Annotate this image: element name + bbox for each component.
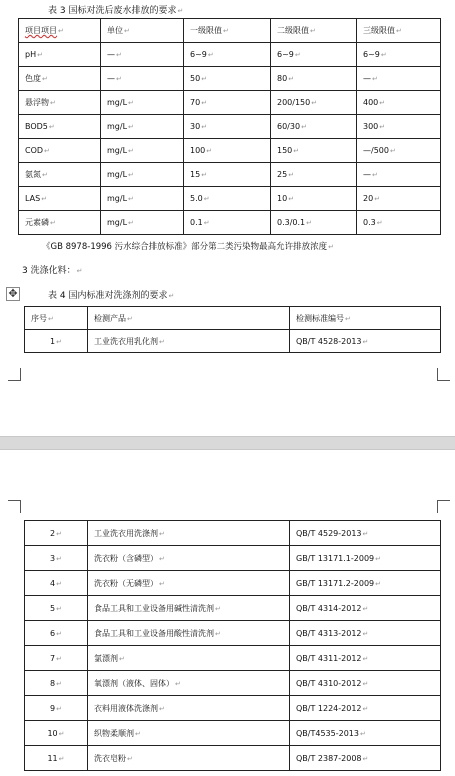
t3-cell: mg/L↵ (101, 163, 184, 187)
t4c-cell: 工业洗衣用洗涤剂↵ (88, 521, 290, 546)
t4c-cell: 8↵ (25, 671, 88, 696)
t4c-cell: 衣料用液体洗涤剂↵ (88, 696, 290, 721)
t3-cell: LAS↵ (19, 187, 101, 211)
t3-cell: 50↵ (184, 67, 271, 91)
page-separator (0, 436, 455, 450)
t3-row (19, 43, 441, 67)
section-heading: 3 洗涤化料：↵ (22, 266, 83, 276)
t4c-cell: 食品工具和工业设备用酸性清洗剂↵ (88, 621, 290, 646)
t4c-cell: 洗衣粉（无磷型）↵ (88, 571, 290, 596)
t3-cell: 0.3↵ (357, 211, 441, 235)
table3-caption: 表 3 国标对洗后废水排放的要求↵ (48, 6, 184, 16)
t3-row (19, 211, 441, 235)
t3-cell: 0.3/0.1↵ (271, 211, 357, 235)
t3-cell: BOD5↵ (19, 115, 101, 139)
t3-cell: 20↵ (357, 187, 441, 211)
t4c-cell: 7↵ (25, 646, 88, 671)
table4-continued (24, 520, 441, 771)
t3-cell: 5.0↵ (184, 187, 271, 211)
t3-cell: 6~9↵ (271, 43, 357, 67)
t4c-row (25, 621, 441, 646)
t4c-row (25, 546, 441, 571)
t4c-row (25, 596, 441, 621)
t4-header-cell: 检测标准编号↵ (290, 307, 441, 330)
table-move-handle-icon[interactable]: ✥ (6, 287, 20, 301)
table3-wastewater-limits (18, 18, 441, 235)
t4c-cell: QB/T 4311-2012↵ (290, 646, 441, 671)
t3-cell: mg/L↵ (101, 91, 184, 115)
t4c-cell: 氯漂剂↵ (88, 646, 290, 671)
t3-cell: —↵ (357, 67, 441, 91)
t3-cell: 70↵ (184, 91, 271, 115)
t3-cell: mg/L↵ (101, 187, 184, 211)
t3-cell: 100↵ (184, 139, 271, 163)
t4-header-cell: 检测产品↵ (88, 307, 290, 330)
t4c-row (25, 521, 441, 546)
t3-row (19, 139, 441, 163)
t3-cell: mg/L↵ (101, 211, 184, 235)
t4c-cell: GB/T 13171.2-2009↵ (290, 571, 441, 596)
t3-cell: 300↵ (357, 115, 441, 139)
table4-caption: 表 4 国内标准对洗涤剂的要求↵ (48, 291, 175, 301)
t3-cell: 10↵ (271, 187, 357, 211)
t3-cell: 氨氮↵ (19, 163, 101, 187)
t3-header-cell: 三级限值↵ (357, 19, 441, 43)
t3-cell: mg/L↵ (101, 139, 184, 163)
t4c-cell: 2↵ (25, 521, 88, 546)
t4-cell: QB/T 4528-2013↵ (290, 330, 441, 353)
document-page-2 (0, 450, 455, 776)
t4c-cell: QB/T 4313-2012↵ (290, 621, 441, 646)
t3-cell: —/500↵ (357, 139, 441, 163)
t3-row (19, 163, 441, 187)
t3-header-cell: 二级限值↵ (271, 19, 357, 43)
t3-header-cell: 项目项目↵ (19, 19, 101, 43)
t3-row (19, 91, 441, 115)
standard-note: 《GB 8978-1996 污水综合排放标准》部分第二类污染物最高允许排放浓度↵ (42, 242, 335, 252)
t3-header-row (19, 19, 441, 43)
t4c-cell: 9↵ (25, 696, 88, 721)
t3-cell: 6~9↵ (184, 43, 271, 67)
t3-cell: 0.1↵ (184, 211, 271, 235)
t3-cell: 元素磷↵ (19, 211, 101, 235)
t4c-cell: GB/T 13171.1-2009↵ (290, 546, 441, 571)
t4c-cell: QB/T4535-2013↵ (290, 721, 441, 746)
t3-cell: 400↵ (357, 91, 441, 115)
t3-cell: 6~9↵ (357, 43, 441, 67)
t3-header-cell: 单位↵ (101, 19, 184, 43)
t3-cell: 15↵ (184, 163, 271, 187)
table4-detergent-standards (24, 306, 441, 353)
t4c-cell: 4↵ (25, 571, 88, 596)
t4c-row (25, 671, 441, 696)
t4c-row (25, 646, 441, 671)
t3-row (19, 187, 441, 211)
t4c-cell: QB/T 2387-2008↵ (290, 746, 441, 771)
t3-row (19, 67, 441, 91)
t4c-row (25, 721, 441, 746)
t4c-cell: 3↵ (25, 546, 88, 571)
t3-cell: 30↵ (184, 115, 271, 139)
t4c-cell: 食品工具和工业设备用碱性清洗剂↵ (88, 596, 290, 621)
t3-row (19, 115, 441, 139)
t4c-cell: 6↵ (25, 621, 88, 646)
t3-header-cell: 一级限值↵ (184, 19, 271, 43)
t3-cell: COD↵ (19, 139, 101, 163)
t4c-cell: 10↵ (25, 721, 88, 746)
t4c-cell: 11↵ (25, 746, 88, 771)
t3-cell: —↵ (101, 67, 184, 91)
t3-cell: 60/30↵ (271, 115, 357, 139)
t4c-cell: 氧漂剂（液体、固体）↵ (88, 671, 290, 696)
page-margin-corner-top-left (8, 500, 21, 513)
t3-cell: —↵ (101, 43, 184, 67)
t3-cell: mg/L↵ (101, 115, 184, 139)
t4c-cell: QB/T 4314-2012↵ (290, 596, 441, 621)
t3-cell: pH↵ (19, 43, 101, 67)
t4-header-row (25, 307, 441, 330)
t3-cell: 25↵ (271, 163, 357, 187)
t4-row (25, 330, 441, 353)
page-margin-corner-bottom-right (437, 368, 450, 381)
t4c-cell: 洗衣粉（含磷型）↵ (88, 546, 290, 571)
t4-cell: 工业洗衣用乳化剂↵ (88, 330, 290, 353)
t3-cell: 色度↵ (19, 67, 101, 91)
t4c-row (25, 571, 441, 596)
page-margin-corner-top-right (437, 500, 450, 513)
t4c-row (25, 696, 441, 721)
t3-cell: —↵ (357, 163, 441, 187)
t4c-cell: QB/T 1224-2012↵ (290, 696, 441, 721)
t3-cell: 150↵ (271, 139, 357, 163)
t4-cell: 1↵ (25, 330, 88, 353)
t4c-cell: 洗衣皂粉↵ (88, 746, 290, 771)
t3-cell: 悬浮物↵ (19, 91, 101, 115)
t4c-cell: QB/T 4310-2012↵ (290, 671, 441, 696)
t4c-cell: 织物柔顺剂↵ (88, 721, 290, 746)
t3-cell: 200/150↵ (271, 91, 357, 115)
page-margin-corner-bottom-left (8, 368, 21, 381)
t4c-cell: QB/T 4529-2013↵ (290, 521, 441, 546)
t3-cell: 80↵ (271, 67, 357, 91)
t4c-row (25, 746, 441, 771)
t4-header-cell: 序号↵ (25, 307, 88, 330)
t4c-cell: 5↵ (25, 596, 88, 621)
